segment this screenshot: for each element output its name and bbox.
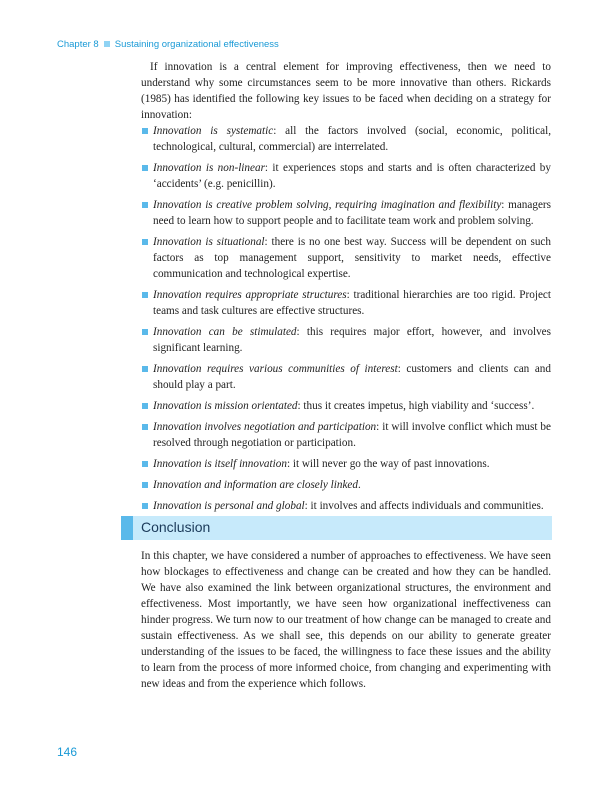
bullet-square-icon [142, 461, 148, 467]
list-item-text: : there is no one best way. Success will be dependent on such factors as top management support, sensitivity to market needs, effective communication and technological expertise. [153, 236, 551, 280]
conclusion-heading: Conclusion [141, 519, 211, 535]
intro-paragraph: If innovation is a central element for improving effectiveness, then we need to understand why some circumstances seem to be more innovative than others. Rickards (1985) has identified the following key issues to be faced when deciding on a strategy for innovation: [141, 61, 551, 121]
list-item-lead: Innovation is non-linear [153, 162, 265, 174]
list-item-lead: Innovation requires appropriate structures [153, 289, 347, 301]
list-item [141, 498, 551, 514]
conclusion-paragraph: In this chapter, we have considered a number of approaches to effectiveness. We have seen how blockages to effectiveness and change can be created and how they can be handled. We have also examined the link between organizational structures, the environment and effectiveness. Most importantly, we have seen how organizational ineffectiveness can hinder progress. We turn now to our treatment of how change can be managed to create and sustain effectiveness. As we shall see, this depends on our ability to generate greater understanding of the issues to be faced, the willingness to face these issues and the ability to learn from the process of more informed choice, from changing and experimenting with new ideas and from the experience which follows. [141, 550, 551, 690]
list-item [141, 398, 551, 414]
chapter-label: Chapter 8 [57, 39, 99, 50]
list-item-lead: Innovation is systematic [153, 125, 274, 137]
list-item [141, 123, 551, 155]
bullet-square-icon [142, 128, 148, 134]
page-number: 146 [57, 745, 78, 759]
list-item [141, 477, 551, 493]
list-item-lead: Innovation can be stimulated [153, 326, 297, 338]
list-item-lead: Innovation and information are closely linked [153, 479, 358, 491]
bullet-square-icon [142, 403, 148, 409]
list-item-text: : traditional hierarchies are too rigid. Project teams and task cultures are effective structures. [153, 289, 551, 317]
list-item-text: : it experiences stops and starts and is often characterized by ‘accidents’ (e.g. penicillin). [153, 162, 551, 190]
list-item [141, 456, 551, 472]
conclusion-heading-bar [121, 516, 552, 540]
innovation-issues-list [141, 123, 551, 519]
bullet-square-icon [142, 292, 148, 298]
list-item-lead: Innovation is personal and global [153, 500, 305, 512]
list-item [141, 197, 551, 229]
list-item-lead: Innovation is creative problem solving, requiring imagination and flexibility [153, 199, 502, 211]
bullet-square-icon [142, 202, 148, 208]
list-item-text: : this requires major effort, however, and involves significant learning. [153, 326, 551, 354]
bullet-square-icon [142, 165, 148, 171]
list-item [141, 361, 551, 393]
list-item [141, 324, 551, 356]
list-item-lead: Innovation is mission orientated [153, 400, 298, 412]
list-item-text: : all the factors involved (social, economic, political, technological, cultural, commercial) are interrelated. [153, 125, 551, 153]
list-item-text: : thus it creates impetus, high viability and ‘success’. [297, 400, 535, 412]
list-item-lead: Innovation involves negotiation and participation [153, 421, 377, 433]
list-item-text: : managers need to learn how to support people and to facilitate team work and problem solving. [153, 199, 551, 227]
list-item [141, 160, 551, 192]
list-item-text: : it will involve conflict which must be resolved through negotiation or participation. [153, 421, 551, 449]
bullet-square-icon [142, 366, 148, 372]
list-item-lead: Innovation requires various communities of interest [153, 363, 398, 375]
list-item-text: : it involves and affects individuals and communities. [304, 500, 544, 512]
list-item [141, 419, 551, 451]
list-item-text: : it will never go the way of past innovations. [286, 458, 490, 470]
list-item [141, 287, 551, 319]
running-head [57, 39, 279, 50]
list-item [141, 234, 551, 282]
bullet-square-icon [142, 424, 148, 430]
list-item-lead: Innovation is situational [153, 236, 265, 248]
bullet-square-icon [142, 329, 148, 335]
list-item-text: . [357, 479, 361, 491]
list-item-lead: Innovation is itself innovation [153, 458, 287, 470]
bullet-square-icon [142, 239, 148, 245]
list-item-text: : customers and clients can and should play a part. [153, 363, 551, 391]
bullet-square-icon [142, 503, 148, 509]
heading-accent-block [121, 516, 133, 540]
bullet-square-icon [142, 482, 148, 488]
separator-square-icon [104, 41, 110, 47]
chapter-title: Sustaining organizational effectiveness [114, 39, 279, 50]
